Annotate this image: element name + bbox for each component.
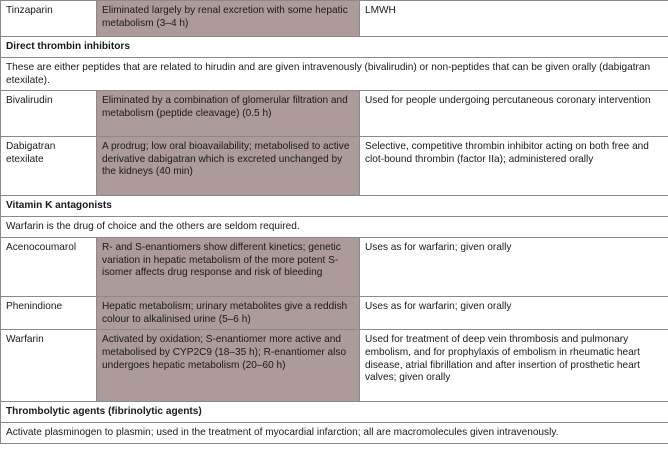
- drug-row-bivalirudin: [1, 91, 668, 137]
- note-row: [1, 423, 668, 444]
- drug-name: Acenocoumarol: [1, 238, 97, 297]
- drug-use: Selective, competitive thrombin inhibitor acting on both free and clot-bound thrombin (factor IIa); administered orally: [360, 137, 668, 196]
- drug-row-warfarin: [1, 330, 668, 402]
- drug-use: Uses as for warfarin; given orally: [360, 238, 668, 297]
- drug-pharmacokinetics: Hepatic metabolism; urinary metabolites give a reddish colour to alkalinised urine (5–6 h): [97, 297, 360, 330]
- section-heading: Vitamin K antagonists: [1, 196, 668, 217]
- section-row-direct-thrombin-inhibitors: [1, 37, 668, 58]
- drug-name: Tinzaparin: [1, 1, 97, 37]
- note-row: [1, 217, 668, 238]
- drug-row-acenocoumarol: [1, 238, 668, 297]
- section-note: Warfarin is the drug of choice and the others are seldom required.: [1, 217, 668, 238]
- drug-row-phenindione: [1, 297, 668, 330]
- drug-pharmacokinetics: Eliminated by a combination of glomerular filtration and metabolism (peptide cleavage) (0.5 h): [97, 91, 360, 137]
- drug-name: Dabigatran etexilate: [1, 137, 97, 196]
- drug-name: Warfarin: [1, 330, 97, 402]
- drug-name: Bivalirudin: [1, 91, 97, 137]
- drug-row-tinzaparin: [1, 1, 668, 37]
- drug-use: Used for treatment of deep vein thrombosis and pulmonary embolism, and for prophylaxis of embolism in rheumatic heart disease, atrial fibrillation and after insertion of prosthetic heart valves; given orally: [360, 330, 668, 402]
- drug-pharmacokinetics: Activated by oxidation; S-enantiomer more active and metabolised by CYP2C9 (18–35 h); R-enantiomer also undergoes hepatic metabolism (20–60 h): [97, 330, 360, 402]
- section-row-vitamin-k-antagonists: [1, 196, 668, 217]
- drug-pharmacokinetics: Eliminated largely by renal excretion with some hepatic metabolism (3–4 h): [97, 1, 360, 37]
- drug-use: Uses as for warfarin; given orally: [360, 297, 668, 330]
- section-heading: Direct thrombin inhibitors: [1, 37, 668, 58]
- section-note: These are either peptides that are related to hirudin and are given intravenously (bivalirudin) or non-peptides that can be given orally (dabigatran etexilate).: [1, 58, 668, 91]
- note-row: [1, 58, 668, 91]
- drug-use: Used for people undergoing percutaneous coronary intervention: [360, 91, 668, 137]
- section-note: Activate plasminogen to plasmin; used in the treatment of myocardial infarction; all are macromolecules given intravenously.: [1, 423, 668, 444]
- section-row-thrombolytic-agents: [1, 402, 668, 423]
- drug-use: LMWH: [360, 1, 668, 37]
- drug-pharmacokinetics: R- and S-enantiomers show different kinetics; genetic variation in hepatic metabolism of the more potent S-isomer affects drug response and risk of bleeding: [97, 238, 360, 297]
- drug-pharmacokinetics: A prodrug; low oral bioavailability; metabolised to active derivative dabigatran which is excreted unchanged by the kidneys (40 min): [97, 137, 360, 196]
- drug-name: Phenindione: [1, 297, 97, 330]
- section-heading: Thrombolytic agents (fibrinolytic agents): [1, 402, 668, 423]
- drug-row-dabigatran: [1, 137, 668, 196]
